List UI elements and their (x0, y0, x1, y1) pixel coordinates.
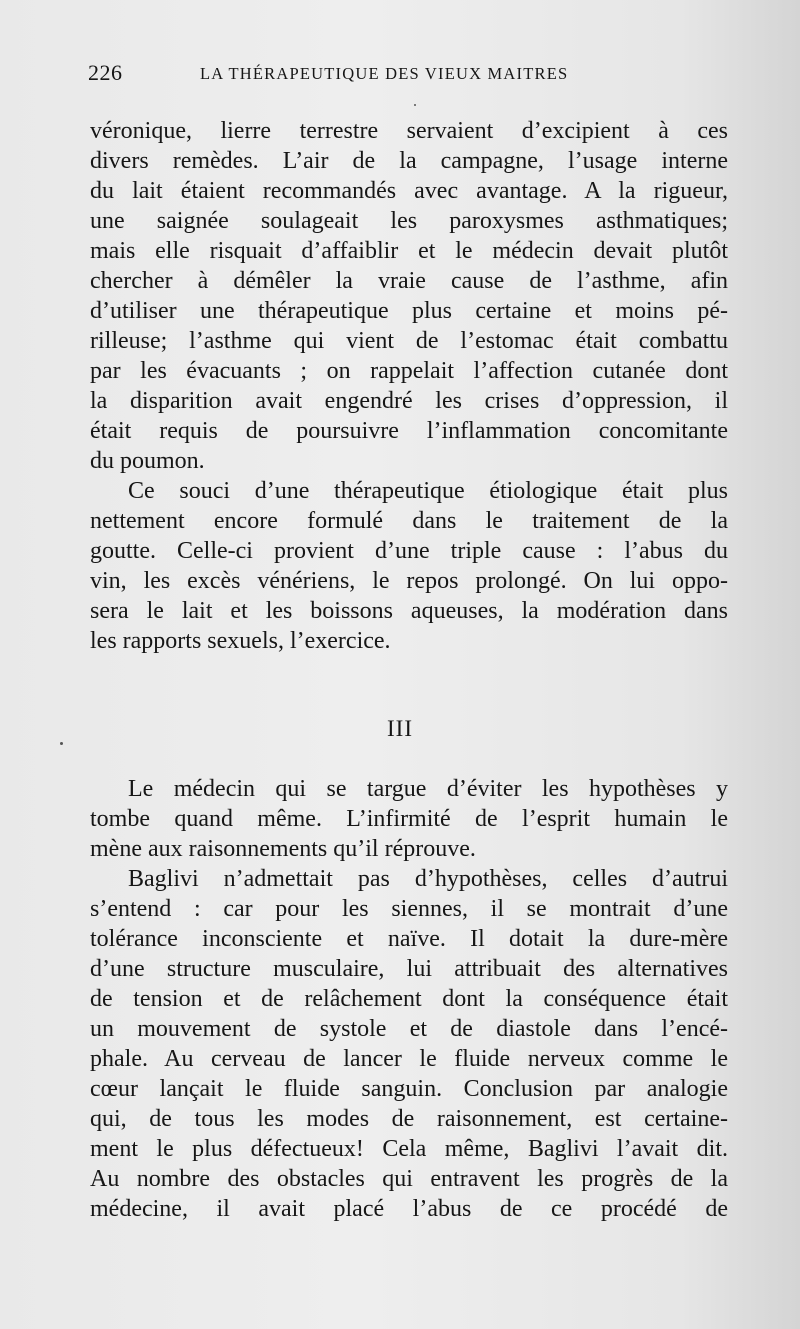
text-line: du lait étaient recommandés avec avantage. A la rigueur, (90, 178, 728, 204)
section-heading: III (387, 716, 413, 741)
text-line: par les évacuants ; on rappelait l’affection cutanée dont (90, 358, 728, 384)
paper-speck (414, 104, 416, 106)
page-number: 226 (88, 60, 123, 85)
text-line: médecine, il avait placé l’abus de ce procédé de (90, 1196, 728, 1222)
text-line: les rapports sexuels, l’exercice. (90, 628, 391, 654)
text-line: Le médecin qui se targue d’éviter les hypothèses y (128, 776, 728, 802)
text-line: tolérance inconsciente et naïve. Il dotait la dure-mère (90, 926, 728, 952)
running-title: LA THÉRAPEUTIQUE DES VIEUX MAITRES (200, 64, 569, 83)
text-line: mais elle risquait d’affaiblir et le médecin devait plutôt (90, 238, 728, 264)
text-line: d’utiliser une thérapeutique plus certaine et moins pé- (90, 298, 728, 324)
text-line: divers remèdes. L’air de la campagne, l’usage interne (90, 148, 728, 174)
text-line: de tension et de relâchement dont la conséquence était (90, 986, 728, 1012)
paper-speck (60, 742, 63, 745)
text-line: chercher à démêler la vraie cause de l’asthme, afin (90, 268, 728, 294)
text-line: Ce souci d’une thérapeutique étiologique était plus (128, 478, 728, 504)
text-line: vin, les excès vénériens, le repos prolongé. On lui oppo- (90, 568, 728, 594)
text-line: phale. Au cerveau de lancer le fluide nerveux comme le (90, 1046, 728, 1072)
text-line: sera le lait et les boissons aqueuses, la modération dans (90, 598, 728, 624)
text-line: d’une structure musculaire, lui attribuait des alternatives (90, 956, 728, 982)
text-line: Au nombre des obstacles qui entravent les progrès de la (90, 1166, 728, 1192)
paragraph-block-2 (90, 774, 728, 1224)
text-line: était requis de poursuivre l’inflammation concomitante (90, 418, 728, 444)
text-line: goutte. Celle-ci provient d’une triple cause : l’abus du (90, 538, 728, 564)
paragraph-block-1 (90, 116, 728, 656)
text-line: un mouvement de systole et de diastole dans l’encé- (90, 1016, 728, 1042)
text-line: nettement encore formulé dans le traitement de la (90, 508, 728, 534)
running-head (88, 60, 728, 90)
text-line: cœur lançait le fluide sanguin. Conclusion par analogie (90, 1076, 728, 1102)
text-line: Baglivi n’admettait pas d’hypothèses, celles d’autrui (128, 866, 728, 892)
text-line: qui, de tous les modes de raisonnement, est certaine- (90, 1106, 728, 1132)
text-line: mène aux raisonnements qu’il réprouve. (90, 836, 476, 862)
text-line: s’entend : car pour les siennes, il se montrait d’une (90, 896, 728, 922)
text-line: rilleuse; l’asthme qui vient de l’estomac était combattu (90, 328, 728, 354)
text-line: une saignée soulageait les paroxysmes asthmatiques; (90, 208, 728, 234)
text-line: ment le plus défectueux! Cela même, Baglivi l’avait dit. (90, 1136, 728, 1162)
text-line: tombe quand même. L’infirmité de l’esprit humain le (90, 806, 728, 832)
text-line: la disparition avait engendré les crises d’oppression, il (90, 388, 728, 414)
text-line: du poumon. (90, 448, 205, 474)
text-line: véronique, lierre terrestre servaient d’excipient à ces (90, 118, 728, 144)
